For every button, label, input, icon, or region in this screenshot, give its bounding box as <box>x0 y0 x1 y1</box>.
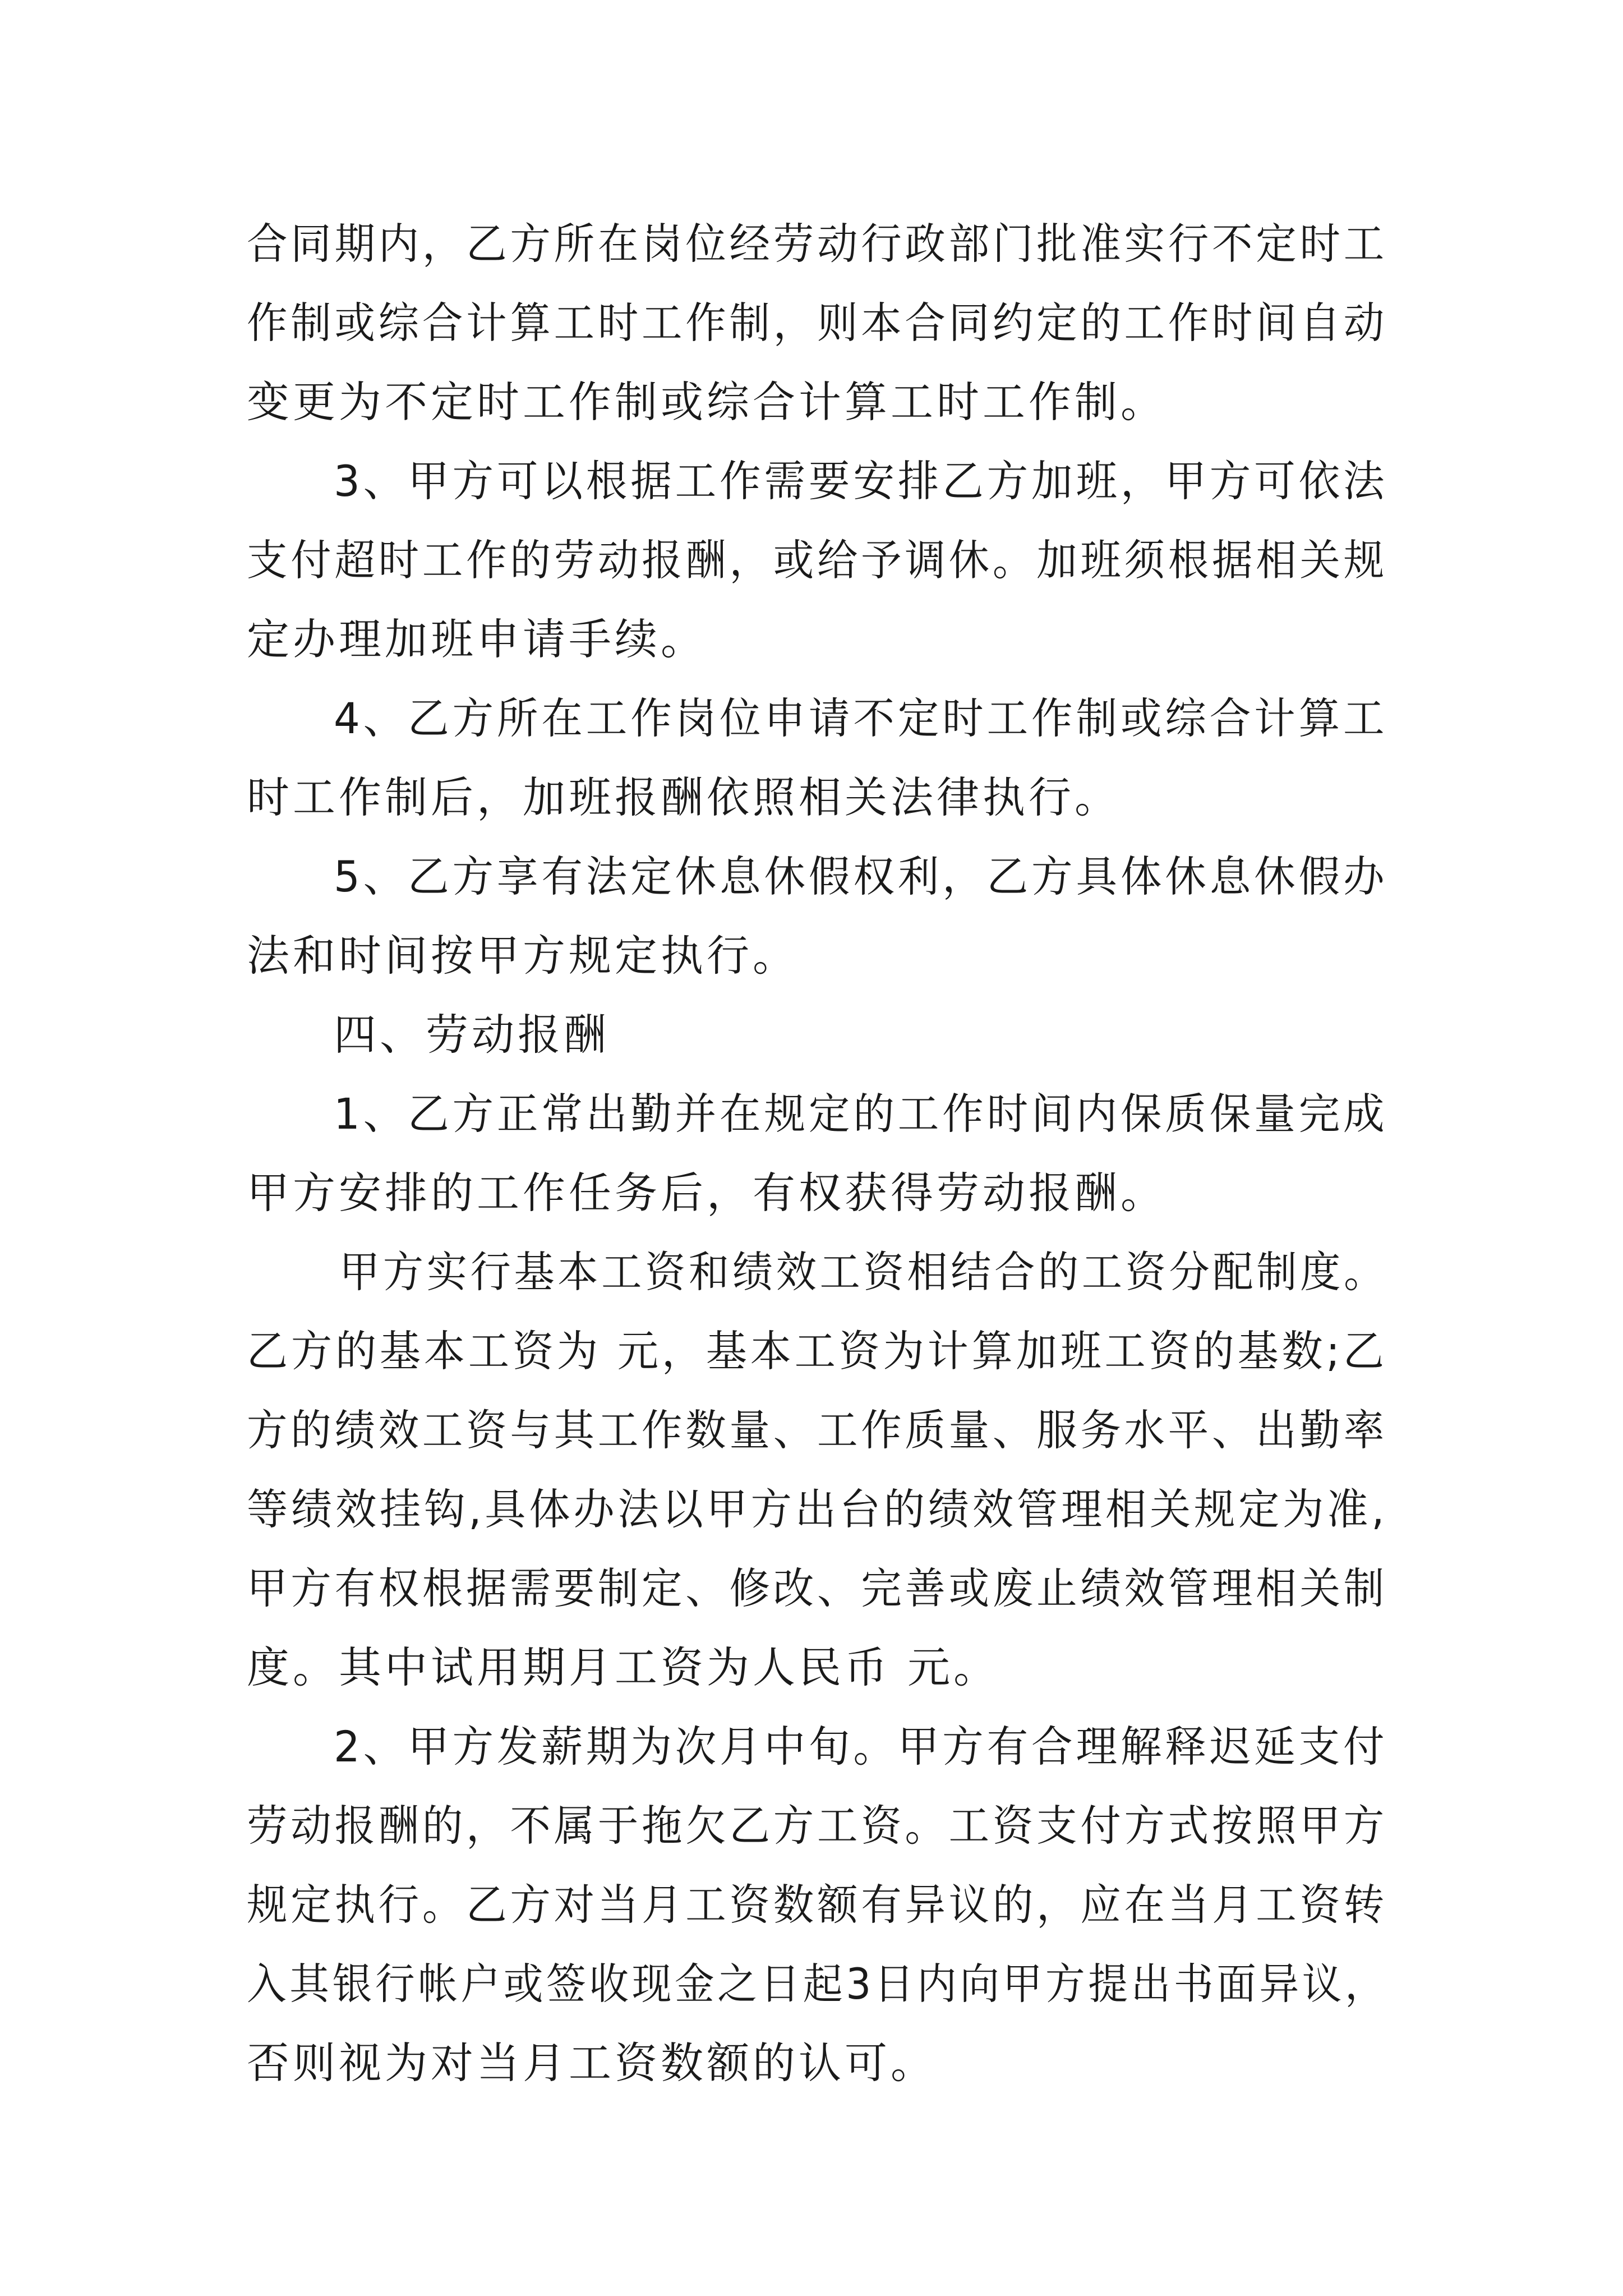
text-line: 劳动报酬的，不属于拖欠乙方工资。工资支付方式按照甲方 <box>247 1801 1387 1851</box>
text-line: 2、甲方发薪期为次月中旬。甲方有合理解释迟延支付 <box>334 1722 1388 1772</box>
text-line: 4、乙方所在工作岗位申请不定时工作制或综合计算工 <box>334 693 1388 743</box>
text-line: 入其银行帐户或签收现金之日起3日内向甲方提出书面异议， <box>247 1959 1388 2009</box>
text-line: 3、甲方可以根据工作需要安排乙方加班，甲方可依法 <box>334 456 1388 506</box>
text-line: 支付超时工作的劳动报酬，或给予调休。加班须根据相关规 <box>247 535 1387 585</box>
text-line: 变更为不定时工作制或综合计算工时工作制。 <box>247 377 1166 427</box>
text-line: 等绩效挂钩,具体办法以甲方出台的绩效管理相关规定为准, <box>247 1484 1388 1534</box>
section-heading: 四、劳动报酬 <box>334 1010 610 1060</box>
text-line: 度。其中试用期月工资为人民币 元。 <box>247 1642 1000 1692</box>
text-line: 5、乙方享有法定休息休假权利，乙方具体休息休假办 <box>334 852 1388 901</box>
text-line: 甲方有权根据需要制定、修改、完善或废止绩效管理相关制 <box>247 1563 1387 1613</box>
text-line: 1、乙方正常出勤并在规定的工作时间内保质保量完成 <box>334 1089 1388 1139</box>
text-line: 定办理加班申请手续。 <box>247 614 707 664</box>
text-line: 方的绩效工资与其工作数量、工作质量、服务水平、出勤率 <box>247 1405 1387 1455</box>
text-line: 甲方实行基本工资和绩效工资相结合的工资分配制度。 <box>339 1247 1388 1297</box>
text-line: 时工作制后，加班报酬依照相关法律执行。 <box>247 772 1121 822</box>
text-line: 甲方安排的工作任务后，有权获得劳动报酬。 <box>247 1168 1166 1218</box>
text-line: 否则视为对当月工资数额的认可。 <box>247 2038 937 2088</box>
text-line: 合同期内，乙方所在岗位经劳动行政部门批准实行不定时工 <box>247 219 1387 269</box>
text-line: 法和时间按甲方规定执行。 <box>247 931 799 981</box>
text-line: 规定执行。乙方对当月工资数额有异议的，应在当月工资转 <box>247 1880 1387 1930</box>
text-line: 作制或综合计算工时工作制，则本合同约定的工作时间自动 <box>247 298 1387 348</box>
text-line: 乙方的基本工资为 元，基本工资为计算加班工资的基数;乙 <box>247 1326 1387 1376</box>
